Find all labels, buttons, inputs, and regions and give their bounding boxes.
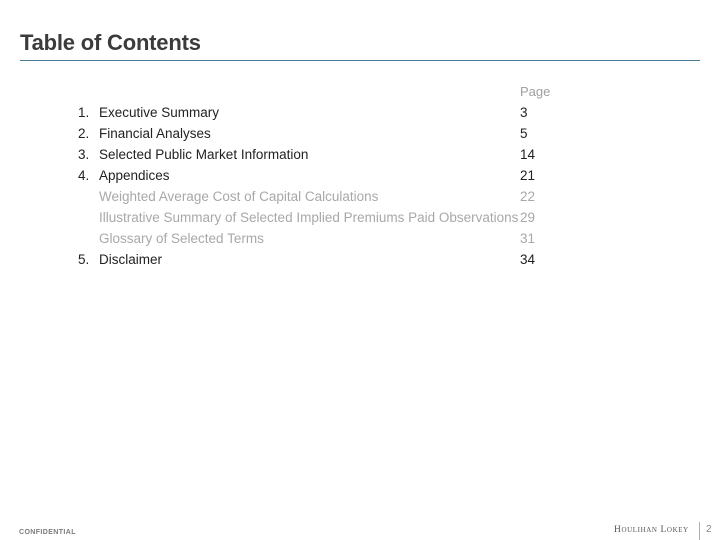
toc-entry-label: Weighted Average Cost of Capital Calculations — [99, 189, 379, 204]
toc-entry-page: 14 — [520, 147, 536, 162]
page-column-header: Page — [520, 84, 551, 99]
toc-entry-page: 5 — [520, 126, 528, 141]
toc-entry-label: Executive Summary — [99, 105, 220, 120]
toc-entry-label: Glossary of Selected Terms — [99, 231, 264, 246]
toc-entry-number: 1. — [78, 105, 90, 120]
footer-divider — [699, 522, 700, 540]
toc-entry-page: 34 — [520, 252, 536, 267]
toc-entry-public-market-information[interactable] — [0, 144, 720, 165]
toc-subentry-glossary[interactable] — [0, 228, 720, 249]
toc-entry-number: 2. — [78, 126, 90, 141]
toc-entry-label: Selected Public Market Information — [99, 147, 309, 162]
toc-entry-page: 29 — [520, 210, 536, 225]
toc-subentry-wacc[interactable] — [0, 186, 720, 207]
toc-entry-label: Illustrative Summary of Selected Implied Premiums Paid Observations — [99, 210, 519, 225]
title-rule — [20, 60, 700, 61]
toc-entry-executive-summary[interactable] — [0, 102, 720, 123]
toc-entry-number: 5. — [78, 252, 90, 267]
toc-entry-appendices[interactable] — [0, 165, 720, 186]
toc-entry-number: 4. — [78, 168, 90, 183]
toc-entry-page: 3 — [520, 105, 528, 120]
toc-subentry-premiums-paid[interactable] — [0, 207, 720, 228]
toc-entry-page: 21 — [520, 168, 536, 183]
toc-entry-number: 3. — [78, 147, 90, 162]
toc-entry-label: Appendices — [99, 168, 170, 183]
page-title: Table of Contents — [20, 30, 201, 55]
toc-entry-financial-analyses[interactable] — [0, 123, 720, 144]
page-number: 2 — [706, 524, 712, 535]
toc-entry-label: Financial Analyses — [99, 126, 211, 141]
company-logo: Houlihan Lokey — [614, 525, 689, 535]
toc-entry-page: 31 — [520, 231, 536, 246]
toc-entry-disclaimer[interactable] — [0, 249, 720, 270]
toc-entry-label: Disclaimer — [99, 252, 163, 267]
confidential-label: CONFIDENTIAL — [19, 529, 76, 536]
toc-entry-page: 22 — [520, 189, 536, 204]
